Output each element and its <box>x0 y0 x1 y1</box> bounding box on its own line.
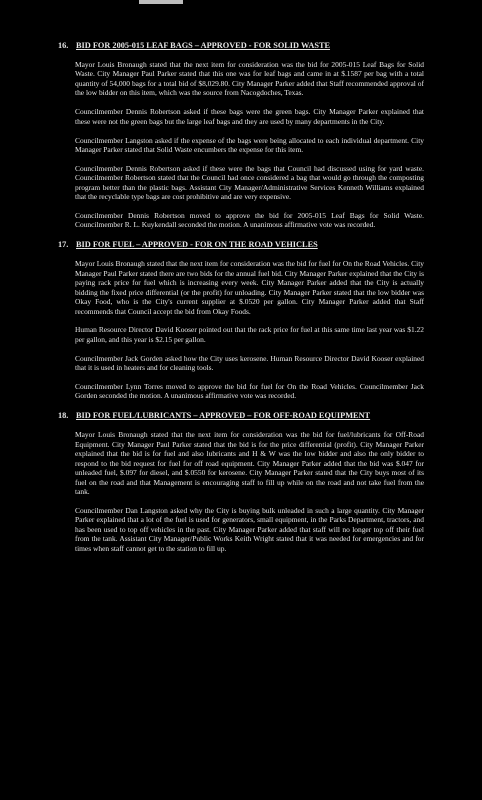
agenda-item-heading <box>58 410 424 421</box>
agenda-item-18 <box>58 410 424 553</box>
paragraph: Mayor Louis Bronaugh stated that the next item for consideration was the bid for fuel/lubricants for Off-Road Equipment. City Manager Paul Parker stated that the bid is for the price differential (profit). City Manager Parker explained that the bid is for fuel and also lubricants and H & W was the low bidder and also the only bidder to respond to the bid request for fuel for off road equipment. City Manager Parker added that the bid was $.047 for unleaded fuel, $.097 for diesel, and $.0550 for kerosene. City Manager Parker stated that the City buys most of its fuel on the road and that Management is encouraging staff to fill up while on the road and not take fuel from the tank. <box>75 430 424 497</box>
agenda-item-16 <box>58 40 424 230</box>
paragraph: Councilmember Langston asked if the expense of the bags were being allocated to each individual department. City Manager Parker stated that Solid Waste encumbers the expense for this item. <box>75 135 424 154</box>
item-number: 18. <box>58 411 69 421</box>
item-number: 17. <box>58 240 69 250</box>
scan-artifact-mark <box>139 0 183 4</box>
agenda-item-17 <box>58 239 424 401</box>
paragraph: Councilmember Dan Langston asked why the City is buying bulk unleaded in such a large quantity. City Manager Parker explained that a lot of the fuel is used for generators, small equipment, in the Parks Department, tractors, and has been used to top off vehicles in the past. City Manager Parker added that staff will no longer top off their fuel from the tank. Assistant City Manager/Public Works Keith Wright stated that it was needed for emergencies and for times when staff cannot get to the station to fill up. <box>75 505 424 553</box>
item-title: BID FOR 2005-015 LEAF BAGS – APPROVED - FOR SOLID WASTE <box>76 41 331 50</box>
paragraph: Councilmember Lynn Torres moved to approve the bid for fuel for On the Road Vehicles. Councilmember Jack Gorden seconded the motion. A unanimous affirmative vote was recorded. <box>75 382 424 401</box>
paragraph: Councilmember Dennis Robertson asked if these were the bags that Council had discussed using for yard waste. Councilmember Robertson stated that the Council had once considered a bag that would go through the composting program better than the plastic bags. Assistant City Manager/Administrative Services Kenneth Williams explained that the recyclable type bags are cost prohibitive and are very expensive. <box>75 163 424 202</box>
item-title: BID FOR FUEL – APPROVED - FOR ON THE ROAD VEHICLES <box>76 240 318 250</box>
paragraph: Councilmember Dennis Robertson asked if these bags were the green bags. City Manager Parker explained that these were not the green bags but the large leaf bags and they are used by many departments in the City. <box>75 107 424 126</box>
paragraph: Councilmember Dennis Robertson moved to approve the bid for 2005-015 Leaf Bags for Solid Waste. Councilmember R. L. Kuykendall seconded the motion. A unanimous affirmative vote was recorded. <box>75 211 424 230</box>
document-page <box>58 40 424 563</box>
paragraph: Mayor Louis Bronaugh stated that the next item for consideration was the bid for fuel for On the Road Vehicles. City Manager Paul Parker stated there are two bids for the annual fuel bid. City Manager Parker explained that the City is paying rack price for fuel which is increasing every week. City Manager Parker added that the City is actually bidding the fixed price differential (or the profit) for unloading. City Manager Parker stated that the low bidder was Okay Food, who is the City's current supplier at $.0520 per gallon. City Manager Parker added that Staff recommends that Council accept the bid from Okay Foods. <box>75 259 424 316</box>
agenda-item-body <box>58 259 424 401</box>
paragraph: Councilmember Jack Gorden asked how the City uses kerosene. Human Resource Director David Kooser explained that it is used in heaters and for cleaning tools. <box>75 353 424 373</box>
item-number: 16. <box>58 41 69 50</box>
agenda-item-body <box>58 60 424 230</box>
paragraph: Human Resource Director David Kooser pointed out that the rack price for fuel at this same time last year was $1.22 per gallon, and this year is $2.15 per gallon. <box>75 325 424 344</box>
agenda-item-heading <box>58 239 424 250</box>
agenda-item-body <box>58 430 424 553</box>
agenda-item-heading <box>58 40 424 51</box>
item-title: BID FOR FUEL/LUBRICANTS – APPROVED – FOR OFF-ROAD EQUIPMENT <box>76 411 371 421</box>
paragraph: Mayor Louis Bronaugh stated that the next item for consideration was the bid for 2005-015 Leaf Bags for Solid Waste. City Manager Paul Parker stated that this one was for leaf bags and came in at $.1587 per bag with a total quantity of 54,000 bags for a total bid of $8,029.80. City Manager Parker added that Staff recommended approval of the low bidder on this item, which was the source from Nacogdoches, Texas. <box>75 60 424 98</box>
